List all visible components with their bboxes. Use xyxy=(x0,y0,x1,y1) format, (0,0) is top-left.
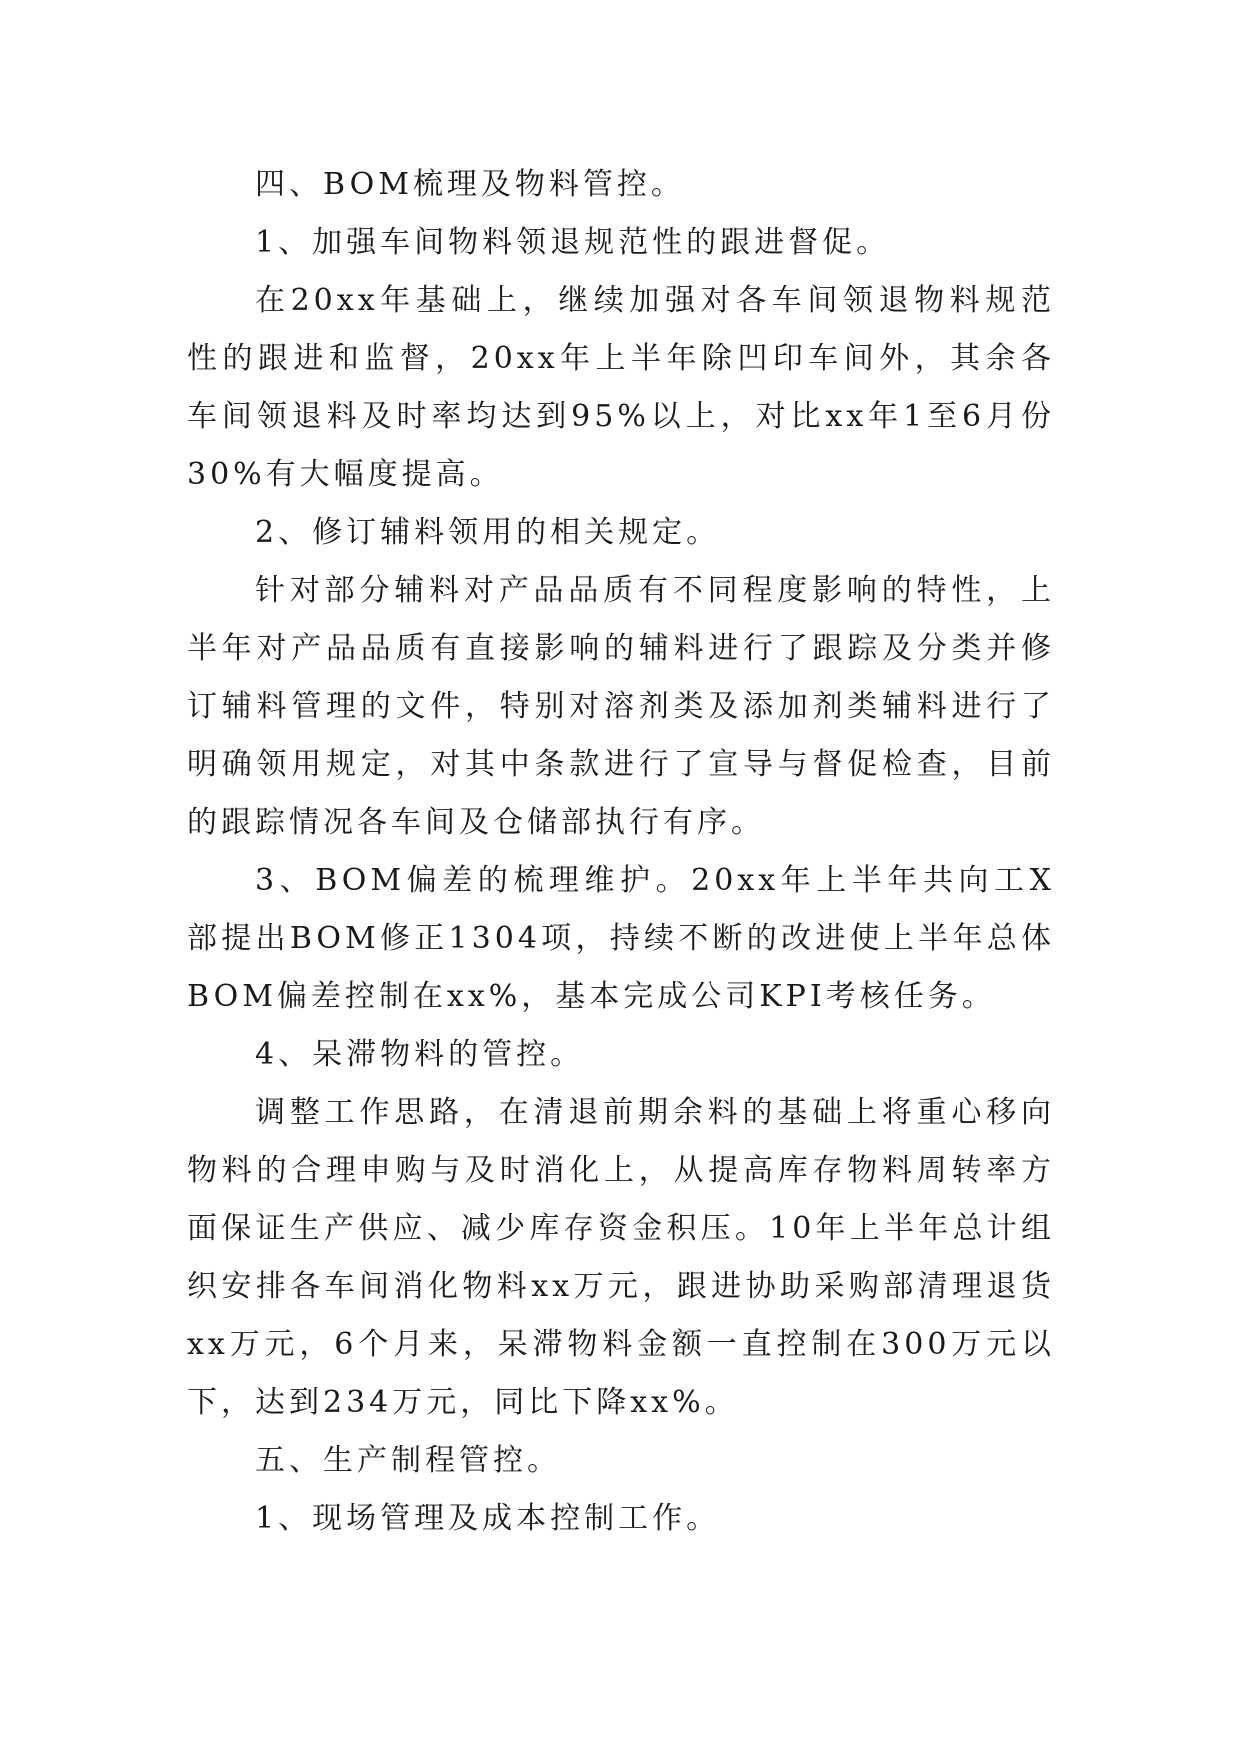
document-body xyxy=(187,156,1055,1548)
paragraph-bom-deviation: 3、BOM偏差的梳理维护。20xx年上半年共向工X部提出BOM修正1304项，持续不断的改进使上半年总体BOM偏差控制在xx%，基本完成公司KPI考核任务。 xyxy=(187,863,1055,1014)
subheading-site-management: 1、现场管理及成本控制工作。 xyxy=(255,1501,721,1536)
section-heading-bom: 四、BOM梳理及物料管控。 xyxy=(255,167,685,202)
section-heading-production: 五、生产制程管控。 xyxy=(255,1443,561,1478)
paragraph-auxiliary-rules: 针对部分辅料对产品品质有不同程度影响的特性，上半年对产品品质有直接影响的辅料进行了跟踪及分类并修订辅料管理的文件，特别对溶剂类及添加剂类辅料进行了明确领用规定，对其中条款进行了宣导与督促检查，目前的跟踪情况各车间及仓储部执行有序。 xyxy=(187,573,1055,840)
subheading-slow-moving-material: 4、呆滞物料的管控。 xyxy=(255,1037,585,1072)
subheading-material-return: 1、加强车间物料领退规范性的跟进督促。 xyxy=(255,225,891,260)
paragraph-material-return: 在20xx年基础上，继续加强对各车间领退物料规范性的跟进和监督，20xx年上半年除凹印车间外，其余各车间领退料及时率均达到95%以上，对比xx年1至6月份30%有大幅度提高。 xyxy=(187,283,1055,492)
paragraph-slow-moving-material: 调整工作思路，在清退前期余料的基础上将重心移向物料的合理申购与及时消化上，从提高库存物料周转率方面保证生产供应、减少库存资金积压。10年上半年总计组织安排各车间消化物料xx万元，跟进协助采购部清理退货xx万元，6个月来，呆滞物料金额一直控制在300万元以下，达到234万元，同比下降xx%。 xyxy=(187,1095,1055,1420)
subheading-auxiliary-rules: 2、修订辅料领用的相关规定。 xyxy=(255,515,721,550)
